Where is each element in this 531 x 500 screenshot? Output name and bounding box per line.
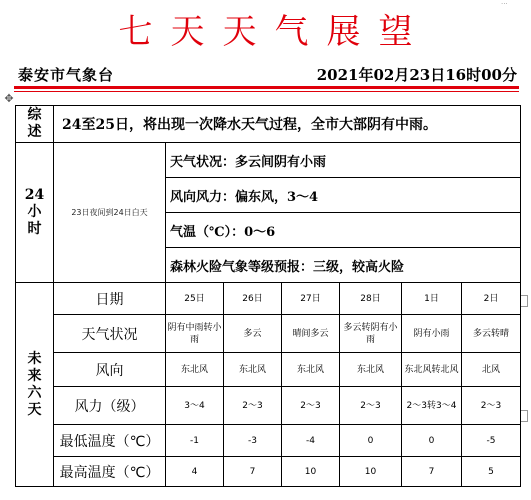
wind-dir-cell: 东北风 <box>340 353 402 387</box>
wind-dir-cell: 东北风 <box>166 353 224 387</box>
tmax-cell: 4 <box>166 457 224 487</box>
tmax-cell: 10 <box>282 457 340 487</box>
move-icon[interactable]: ✥ <box>4 92 14 105</box>
tmin-cell: -3 <box>224 425 282 457</box>
forecast-table <box>15 105 521 487</box>
day24-wind: 风向风力：偏东风，3～4 <box>166 178 521 213</box>
date-cell: 2日 <box>462 283 521 315</box>
wind-dir-cell: 东北风 <box>224 353 282 387</box>
wind-force-cell: 2～3 <box>340 387 402 425</box>
tmax-cell: 7 <box>402 457 462 487</box>
summary-row <box>16 106 521 143</box>
row-label-date: 日期 <box>54 283 166 315</box>
wind-force-cell: 2～3 <box>462 387 521 425</box>
forecast-label: 未 来 六 天 <box>16 283 54 487</box>
issue-time: 2021年02月23日16时00分 <box>316 66 517 84</box>
tmin-cell: 0 <box>340 425 402 457</box>
tmin-cell: -5 <box>462 425 521 457</box>
date-cell: 25日 <box>166 283 224 315</box>
row-label-wind-force: 风力（级） <box>54 387 166 425</box>
wind-force-cell: 2～3转3～4 <box>402 387 462 425</box>
wind-force-cell: 2～3 <box>224 387 282 425</box>
day24-weather: 天气状况：多云间阴有小雨 <box>166 143 521 178</box>
weather-cell: 阴有中雨转小雨 <box>166 315 224 353</box>
day24-weather-row <box>16 143 521 178</box>
wind-force-row <box>16 387 521 425</box>
wind-force-cell: 2～3 <box>282 387 340 425</box>
tmin-row <box>16 425 521 457</box>
weather-cell: 晴间多云 <box>282 315 340 353</box>
row-label-wind-dir: 风向 <box>54 353 166 387</box>
date-row <box>16 283 521 315</box>
tmax-cell: 10 <box>340 457 402 487</box>
date-cell: 1日 <box>402 283 462 315</box>
weather-cell: 阴有小雨 <box>402 315 462 353</box>
header-rule-thick <box>14 86 519 89</box>
header-rule-thin <box>14 91 519 92</box>
tmin-cell: -4 <box>282 425 340 457</box>
station-name: 泰安市气象台 <box>18 66 115 84</box>
weather-cell: 多云转阴有小雨 <box>340 315 402 353</box>
row-label-tmin: 最低温度（℃） <box>54 425 166 457</box>
wind-dir-cell: 北风 <box>462 353 521 387</box>
corner-decoration: ··· <box>501 0 508 8</box>
day24-temp: 气温（℃）：0～6 <box>166 213 521 248</box>
date-cell: 26日 <box>224 283 282 315</box>
tmax-row <box>16 457 521 487</box>
tmin-cell: -1 <box>166 425 224 457</box>
tmax-cell: 5 <box>462 457 521 487</box>
summary-text: 24至25日，将出现一次降水天气过程，全市大部阴有中雨。 <box>54 106 521 143</box>
page-title: 七天天气展望 <box>118 12 431 52</box>
weather-cell: 多云 <box>224 315 282 353</box>
date-cell: 28日 <box>340 283 402 315</box>
weather-row <box>16 315 521 353</box>
wind-dir-row <box>16 353 521 387</box>
summary-label: 综 述 <box>16 106 54 143</box>
resize-handle-icon[interactable] <box>520 410 528 422</box>
tmax-cell: 7 <box>224 457 282 487</box>
day24-period: 23日夜间到24日白天 <box>54 143 166 283</box>
wind-dir-cell: 东北风转北风 <box>402 353 462 387</box>
date-cell: 27日 <box>282 283 340 315</box>
wind-dir-cell: 东北风 <box>282 353 340 387</box>
wind-force-cell: 3～4 <box>166 387 224 425</box>
weather-cell: 多云转晴 <box>462 315 521 353</box>
resize-handle-icon[interactable] <box>520 295 528 307</box>
tmin-cell: 0 <box>402 425 462 457</box>
row-label-weather: 天气状况 <box>54 315 166 353</box>
day24-fire: 森林火险气象等级预报：三级，较高火险 <box>166 248 521 283</box>
row-label-tmax: 最高温度（℃） <box>54 457 166 487</box>
day24-label: 24 小 时 <box>16 143 54 283</box>
